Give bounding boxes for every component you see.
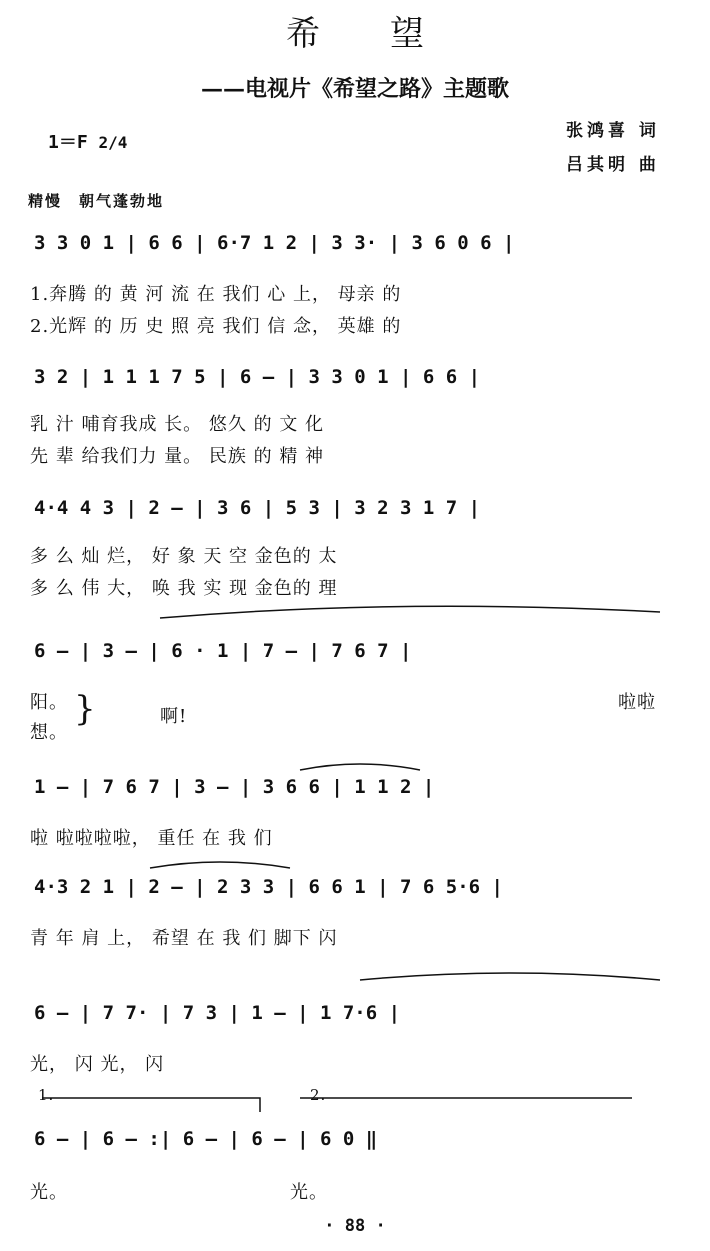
tempo-mark: 精慢 朝气蓬勃地: [28, 192, 165, 210]
song-subtitle: ——电视片《希望之路》主题歌: [200, 76, 509, 102]
composer-credit: 吕其明 曲: [566, 155, 660, 175]
notation-line-5: 1 — | 7 6 7 | 3 — | 3 6 6 | 1 1 2 |: [34, 776, 435, 798]
brace-symbol: }: [74, 689, 97, 729]
lyric-lala: 啦啦: [618, 692, 656, 713]
lyric-guang-2: 光。: [290, 1182, 328, 1203]
lyric-line-2-verse-1: 乳 汁 哺育我成 长。 悠久 的 文 化: [30, 414, 325, 435]
lyric-line-2-verse-2: 先 辈 给我们力 量。 民族 的 精 神: [30, 446, 325, 467]
time-signature: 2/4: [98, 133, 128, 152]
lyric-line-1-verse-1: 1.奔腾 的 黄 河 流 在 我们 心 上， 母亲 的: [30, 284, 402, 305]
lyric-line-3-verse-2: 多 么 伟 大， 唤 我 实 现 金色的 理: [30, 578, 338, 599]
notation-line-6: 4·3 2 1 | 2 — | 2 3 3 | 6 6 1 | 7 6 5·6 |: [34, 876, 503, 898]
key-signature-text: 1＝F: [48, 132, 88, 153]
page-number: · 88 ·: [324, 1216, 386, 1236]
second-ending-mark: 2.: [310, 1086, 327, 1104]
notation-line-2: 3 2 | 1 1 1 7 5 | 6 — | 3 3 0 1 | 6 6 |: [34, 366, 481, 388]
lyricist-credit: 张鸿喜 词: [566, 121, 660, 141]
song-title: 希望: [286, 14, 494, 54]
notation-line-8: 6 — | 6 — :| 6 — | 6 — | 6 0 ‖: [34, 1128, 378, 1150]
lyric-line-6: 青 年 肩 上， 希望 在 我 们 脚下 闪: [30, 928, 338, 949]
notation-line-1: 3 3 0 1 | 6 6 | 6·7 1 2 | 3 3· | 3 6 0 6 |: [34, 232, 515, 254]
lyric-line-1-verse-2: 2.光辉 的 历 史 照 亮 我们 信 念， 英雄 的: [30, 316, 402, 337]
lyric-a: 啊!: [160, 706, 188, 727]
lyric-guang-1: 光。: [30, 1182, 68, 1203]
notation-line-7: 6 — | 7 7· | 7 3 | 1 — | 1 7·6 |: [34, 1002, 401, 1024]
lyric-yang: 阳。: [30, 692, 68, 713]
lyric-line-3-verse-1: 多 么 灿 烂， 好 象 天 空 金色的 太: [30, 546, 338, 567]
lyric-xiang: 想。: [30, 722, 68, 743]
notation-line-3: 4·4 4 3 | 2 — | 3 6 | 5 3 | 3 2 3 1 7 |: [34, 497, 481, 519]
first-ending-mark: 1.: [38, 1086, 55, 1104]
notation-line-4: 6 — | 3 — | 6 · 1 | 7 — | 7 6 7 |: [34, 640, 412, 662]
lyric-line-5: 啦 啦啦啦啦， 重任 在 我 们: [30, 828, 273, 849]
lyric-line-7: 光， 闪 光， 闪: [30, 1054, 165, 1075]
